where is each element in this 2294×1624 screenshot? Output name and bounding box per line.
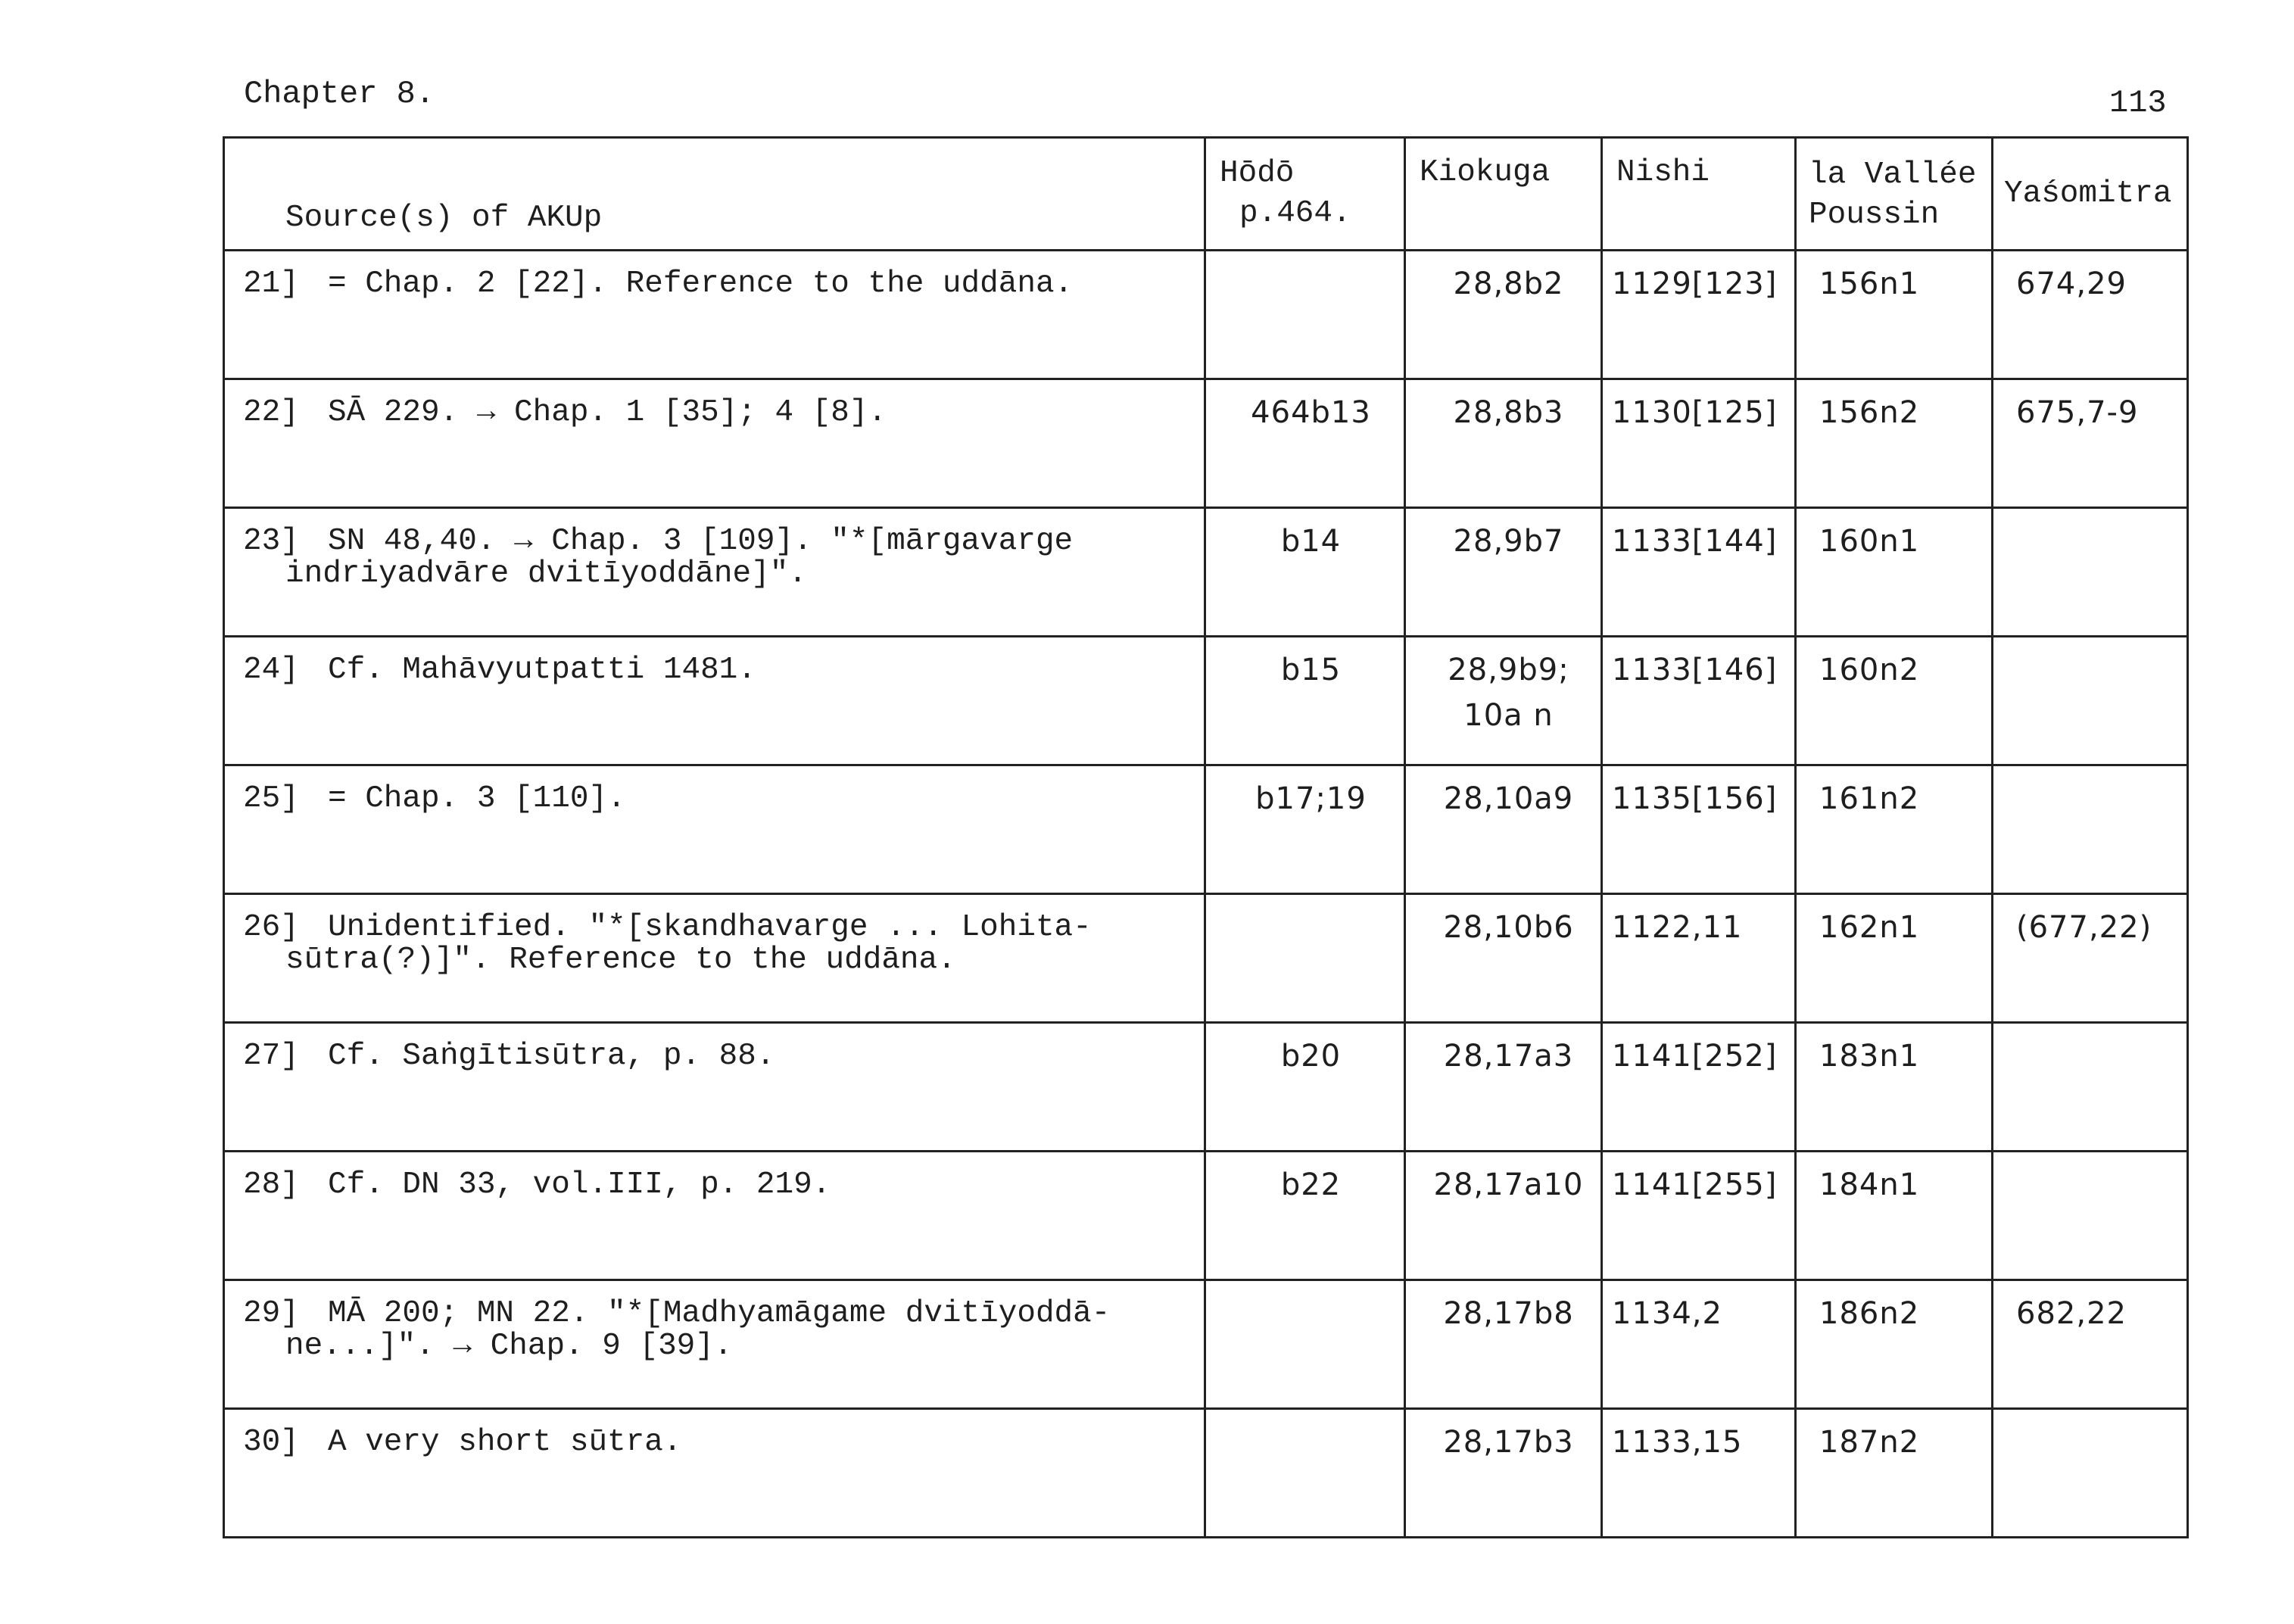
kiokuga-cell bbox=[1405, 251, 1602, 379]
kiokuga-cell bbox=[1405, 1409, 1602, 1538]
nishi-cell: 1135[156] bbox=[1602, 765, 1796, 894]
kiokuga-value: 28,17b3 bbox=[1443, 1425, 1574, 1460]
kiokuga-value: 28,10b6 bbox=[1443, 910, 1574, 945]
la-vallee-poussin-cell: 183n1 bbox=[1796, 1023, 1993, 1152]
kiokuga-value: 28,17b8 bbox=[1443, 1296, 1574, 1331]
table-row bbox=[224, 765, 2188, 894]
column-header-kiokuga: Kiokuga bbox=[1405, 138, 1602, 251]
table-row bbox=[224, 1152, 2188, 1280]
source-text: Unidentified. "*[skandhavarge ... Lohita- bbox=[328, 910, 1092, 945]
source-text: SĀ 229. → Chap. 1 [35]; 4 [8]. bbox=[328, 395, 887, 430]
source-cell bbox=[224, 508, 1205, 637]
hodo-cell bbox=[1205, 1409, 1405, 1538]
note-number: 30] bbox=[243, 1425, 299, 1460]
kiokuga-value-continued: 10a n bbox=[1463, 698, 1554, 733]
column-header-yasomitra: Yaśomitra bbox=[1993, 138, 2188, 251]
kiokuga-cell bbox=[1405, 1280, 1602, 1409]
yasomitra-cell bbox=[1993, 765, 2188, 894]
source-text: Cf. Mahāvyutpatti 1481. bbox=[328, 653, 756, 687]
hodo-cell: b22 bbox=[1205, 1152, 1405, 1280]
hodo-header-line1: Hōdō bbox=[1220, 156, 1295, 191]
note-number: 23] bbox=[243, 524, 299, 559]
lvp-header-line2: Poussin bbox=[1809, 198, 1940, 233]
la-vallee-poussin-cell: 187n2 bbox=[1796, 1409, 1993, 1538]
nishi-cell: 1122,11 bbox=[1602, 894, 1796, 1023]
yasomitra-cell: 674,29 bbox=[1993, 251, 2188, 379]
yasomitra-cell bbox=[1993, 508, 2188, 637]
table-row bbox=[224, 379, 2188, 508]
nishi-cell: 1133,15 bbox=[1602, 1409, 1796, 1538]
source-text: Cf. Saṅgītisūtra, p. 88. bbox=[328, 1039, 775, 1074]
hodo-cell: b20 bbox=[1205, 1023, 1405, 1152]
note-number: 25] bbox=[243, 781, 299, 816]
kiokuga-cell bbox=[1405, 894, 1602, 1023]
column-header-hodo bbox=[1205, 138, 1405, 251]
kiokuga-value: 28,9b7 bbox=[1453, 524, 1564, 559]
note-number: 24] bbox=[243, 653, 299, 687]
table-row bbox=[224, 508, 2188, 637]
la-vallee-poussin-cell: 186n2 bbox=[1796, 1280, 1993, 1409]
kiokuga-cell bbox=[1405, 379, 1602, 508]
kiokuga-value: 28,8b3 bbox=[1453, 395, 1564, 430]
kiokuga-value: 28,9b9; bbox=[1448, 653, 1569, 687]
la-vallee-poussin-cell: 162n1 bbox=[1796, 894, 1993, 1023]
yasomitra-cell bbox=[1993, 1409, 2188, 1538]
source-text: Cf. DN 33, vol.III, p. 219. bbox=[328, 1167, 831, 1202]
table-header-row bbox=[224, 138, 2188, 251]
kiokuga-cell bbox=[1405, 1152, 1602, 1280]
note-number: 22] bbox=[243, 395, 299, 430]
hodo-cell: b17;19 bbox=[1205, 765, 1405, 894]
source-cell bbox=[224, 1023, 1205, 1152]
kiokuga-cell bbox=[1405, 765, 1602, 894]
page-number: 113 bbox=[2109, 85, 2167, 121]
yasomitra-cell: (677,22) bbox=[1993, 894, 2188, 1023]
source-cell bbox=[224, 1280, 1205, 1409]
yasomitra-cell: 682,22 bbox=[1993, 1280, 2188, 1409]
hodo-header-line2: p.464. bbox=[1239, 196, 1351, 232]
note-number: 28] bbox=[243, 1167, 299, 1202]
hodo-cell: 464b13 bbox=[1205, 379, 1405, 508]
column-header-la-vallee-poussin bbox=[1796, 138, 1993, 251]
la-vallee-poussin-cell: 160n2 bbox=[1796, 637, 1993, 765]
hodo-cell bbox=[1205, 251, 1405, 379]
yasomitra-cell bbox=[1993, 1023, 2188, 1152]
note-number: 29] bbox=[243, 1296, 299, 1331]
table-row bbox=[224, 1280, 2188, 1409]
lvp-header-line1: la Vallée bbox=[1809, 157, 1977, 192]
yasomitra-cell bbox=[1993, 637, 2188, 765]
source-cell bbox=[224, 251, 1205, 379]
la-vallee-poussin-cell: 156n2 bbox=[1796, 379, 1993, 508]
note-number: 27] bbox=[243, 1039, 299, 1074]
la-vallee-poussin-cell: 156n1 bbox=[1796, 251, 1993, 379]
column-header-nishi: Nishi bbox=[1602, 138, 1796, 251]
nishi-cell: 1134,2 bbox=[1602, 1280, 1796, 1409]
source-cell bbox=[224, 1409, 1205, 1538]
chapter-heading: Chapter 8. bbox=[244, 76, 435, 112]
nishi-cell: 1141[252] bbox=[1602, 1023, 1796, 1152]
table-row bbox=[224, 251, 2188, 379]
source-text: = Chap. 2 [22]. Reference to the uddāna. bbox=[328, 267, 1074, 301]
source-text-continued: ne...]". → Chap. 9 [39]. bbox=[285, 1329, 733, 1364]
table-row bbox=[224, 637, 2188, 765]
source-text-continued: indriyadvāre dvitīyoddāne]". bbox=[285, 556, 807, 592]
sources-table bbox=[223, 136, 2189, 1538]
nishi-cell: 1129[123] bbox=[1602, 251, 1796, 379]
source-cell bbox=[224, 765, 1205, 894]
nishi-cell: 1141[255] bbox=[1602, 1152, 1796, 1280]
kiokuga-value: 28,17a3 bbox=[1443, 1039, 1574, 1074]
yasomitra-cell bbox=[1993, 1152, 2188, 1280]
source-text-continued: sūtra(?)]". Reference to the uddāna. bbox=[285, 943, 956, 978]
nishi-cell: 1133[146] bbox=[1602, 637, 1796, 765]
source-cell bbox=[224, 379, 1205, 508]
hodo-cell: b15 bbox=[1205, 637, 1405, 765]
la-vallee-poussin-cell: 161n2 bbox=[1796, 765, 1993, 894]
nishi-cell: 1130[125] bbox=[1602, 379, 1796, 508]
source-text: MĀ 200; MN 22. "*[Madhyamāgame dvitīyoddā- bbox=[328, 1296, 1111, 1331]
kiokuga-cell bbox=[1405, 637, 1602, 765]
source-text: SN 48,40. → Chap. 3 [109]. "*[mārgavarge bbox=[328, 524, 1074, 559]
kiokuga-cell bbox=[1405, 508, 1602, 637]
column-header-source: Source(s) of AKUp bbox=[224, 138, 1205, 251]
kiokuga-value: 28,17a10 bbox=[1433, 1167, 1584, 1202]
source-text: = Chap. 3 [110]. bbox=[328, 781, 626, 816]
table-row bbox=[224, 1023, 2188, 1152]
source-cell bbox=[224, 894, 1205, 1023]
hodo-cell bbox=[1205, 894, 1405, 1023]
source-cell bbox=[224, 637, 1205, 765]
hodo-cell bbox=[1205, 1280, 1405, 1409]
hodo-cell: b14 bbox=[1205, 508, 1405, 637]
source-text: A very short sūtra. bbox=[328, 1425, 682, 1460]
la-vallee-poussin-cell: 184n1 bbox=[1796, 1152, 1993, 1280]
yasomitra-cell: 675,7-9 bbox=[1993, 379, 2188, 508]
kiokuga-value: 28,8b2 bbox=[1453, 267, 1564, 301]
kiokuga-value: 28,10a9 bbox=[1443, 781, 1574, 816]
note-number: 21] bbox=[243, 267, 299, 301]
table-body bbox=[224, 251, 2188, 1538]
table-row bbox=[224, 894, 2188, 1023]
kiokuga-cell bbox=[1405, 1023, 1602, 1152]
la-vallee-poussin-cell: 160n1 bbox=[1796, 508, 1993, 637]
note-number: 26] bbox=[243, 910, 299, 945]
source-cell bbox=[224, 1152, 1205, 1280]
table-row bbox=[224, 1409, 2188, 1538]
nishi-cell: 1133[144] bbox=[1602, 508, 1796, 637]
